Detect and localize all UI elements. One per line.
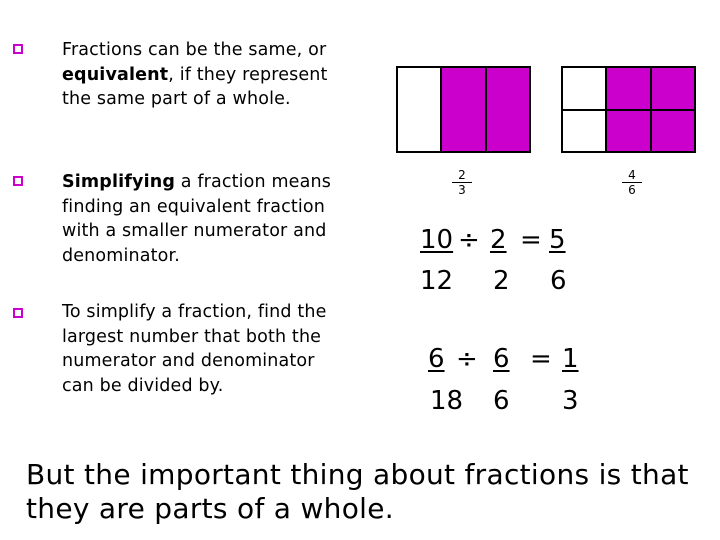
diagram-cell-filled: [607, 68, 649, 109]
diagram-cell-filled: [652, 68, 694, 109]
diagram-cell-filled: [652, 111, 694, 152]
bullet-text-simplify-method: To simplify a fraction, find the largest number that both the numerator and denominator can be divided by.: [62, 302, 327, 396]
bold-term-equivalent: equivalent: [62, 64, 169, 85]
eq1-divide-sign: ÷: [458, 225, 480, 255]
eq1-denominator-a: 12: [420, 266, 454, 296]
bullet-text-equivalent: Fractions can be the same, or equivalent, if they represent the same part of a whole.: [62, 40, 328, 109]
diagram-cell-filled: [607, 111, 649, 152]
bullet-icon: [13, 176, 23, 186]
diagram-cell-empty: [398, 68, 440, 151]
eq1-denominator-b: 2: [493, 266, 510, 296]
eq2-denominator-b: 6: [493, 386, 510, 416]
eq1-numerator-c: 5: [549, 225, 566, 255]
fraction-label-left: $\frac{2}{3}$: [452, 168, 472, 197]
eq2-denominator-c: 3: [562, 386, 579, 416]
bullet-icon: [13, 308, 23, 318]
eq2-denominator-a: 18: [430, 386, 464, 416]
eq1-denominator-c: 6: [550, 266, 567, 296]
diagram-cell-empty: [563, 111, 605, 152]
fraction-diagram-two-thirds: [396, 66, 531, 153]
diagram-cell-filled: [487, 68, 529, 151]
bullet-icon: [13, 44, 23, 54]
footer-statement: But the important thing about fractions is that they are parts of a whole.: [26, 458, 689, 525]
eq2-numerator-a: 6: [428, 344, 445, 374]
eq1-equals-sign: =: [520, 225, 542, 255]
eq2-numerator-b: 6: [493, 344, 510, 374]
eq1-numerator-a: 10: [420, 225, 454, 255]
eq2-equals-sign: =: [530, 344, 552, 374]
eq1-numerator-b: 2: [490, 225, 507, 255]
fraction-label-right: $\frac{4}{6}$: [622, 168, 642, 197]
eq2-numerator-c: 1: [562, 344, 579, 374]
eq2-divide-sign: ÷: [456, 344, 478, 374]
diagram-cell-empty: [563, 68, 605, 109]
diagram-cell-filled: [442, 68, 484, 151]
bullet-text-simplifying: Simplifying a fraction means finding an equivalent fraction with a smaller numerator and denominator.: [62, 172, 331, 266]
fraction-diagram-four-sixths: [561, 66, 696, 153]
bold-term-simplifying: Simplifying: [62, 172, 176, 192]
